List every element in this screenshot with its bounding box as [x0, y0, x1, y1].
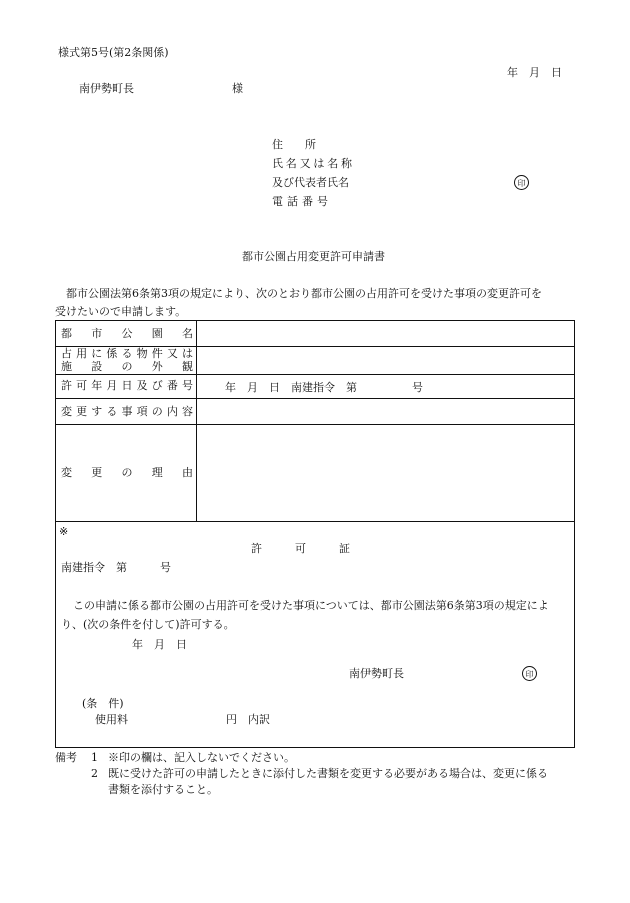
permit-mark: ※ [59, 525, 69, 538]
addressee: 南伊勢町長 [79, 82, 134, 95]
permit-date-number-value: 年 月 日 南建指令 第 号 [225, 381, 423, 394]
date-line: 年 月 日 [507, 66, 562, 79]
permit-number-line: 南建指令 第 号 [61, 561, 171, 574]
honorific: 様 [232, 82, 243, 95]
permit-body-line-2: り、(次の条件を付して)許可する。 [61, 618, 235, 631]
facility-label-line-2: 施 設 の 外 観 [61, 360, 193, 373]
column-divider [196, 321, 197, 521]
row-divider [56, 424, 574, 425]
conditions-label: (条 件) [82, 697, 124, 710]
facility-label [61, 347, 193, 373]
note-2-number: 2 [91, 767, 98, 780]
row-divider [56, 521, 574, 522]
intro-line-1: 都市公園法第6条第3項の規定により、次のとおり都市公園の占用許可を受けた事項の変更許可を [66, 287, 542, 300]
note-2-line-2: 書類を添付すること。 [108, 783, 218, 796]
representative-label: 及び代表者氏名 [272, 176, 349, 189]
permit-body-line-1: この申請に係る都市公園の占用許可を受けた事項については、都市公園法第6条第3項の規定によ [73, 599, 549, 612]
fee-unit: 円 内訳 [226, 713, 270, 726]
permit-signer: 南伊勢町長 [349, 667, 404, 680]
permit-date-line: 年 月 日 [132, 638, 187, 651]
notes-label: 備考 [55, 751, 77, 764]
change-content-label: 変 更 す る 事 項 の 内 容 [61, 405, 193, 418]
note-1-number: 1 [91, 751, 98, 764]
park-name-label: 都 市 公 園 名 [61, 327, 193, 340]
permit-seal-icon: 印 [522, 666, 537, 681]
document-title: 都市公園占用変更許可申請書 [242, 250, 385, 263]
permit-date-number-label: 許 可 年 月 日 及 び 番 号 [61, 379, 193, 392]
form-number: 様式第5号(第2条関係) [58, 46, 169, 59]
facility-label-line-1: 占 用 に 係 る 物 件 又 は [61, 347, 193, 360]
fee-label: 使用料 [95, 713, 128, 726]
change-reason-label: 変 更 の 理 由 [61, 466, 193, 479]
note-2-line-1: 既に受けた許可の申請したときに添付した書類を変更する必要がある場合は、変更に係る [108, 767, 548, 780]
address-label: 住 所 [272, 138, 316, 151]
row-divider [56, 398, 574, 399]
applicant-seal-icon: 印 [514, 175, 529, 190]
phone-label: 電話番号 [272, 195, 332, 208]
intro-line-2: 受けたいので申請します。 [55, 305, 187, 318]
row-divider [56, 374, 574, 375]
name-label [272, 157, 352, 171]
note-1-text: ※印の欄は、記入しないでください。 [108, 751, 295, 764]
name-label-text: 氏 名 又 は 名 称 [272, 157, 352, 170]
permit-title: 許 可 証 [251, 542, 350, 555]
form-table [55, 320, 575, 748]
